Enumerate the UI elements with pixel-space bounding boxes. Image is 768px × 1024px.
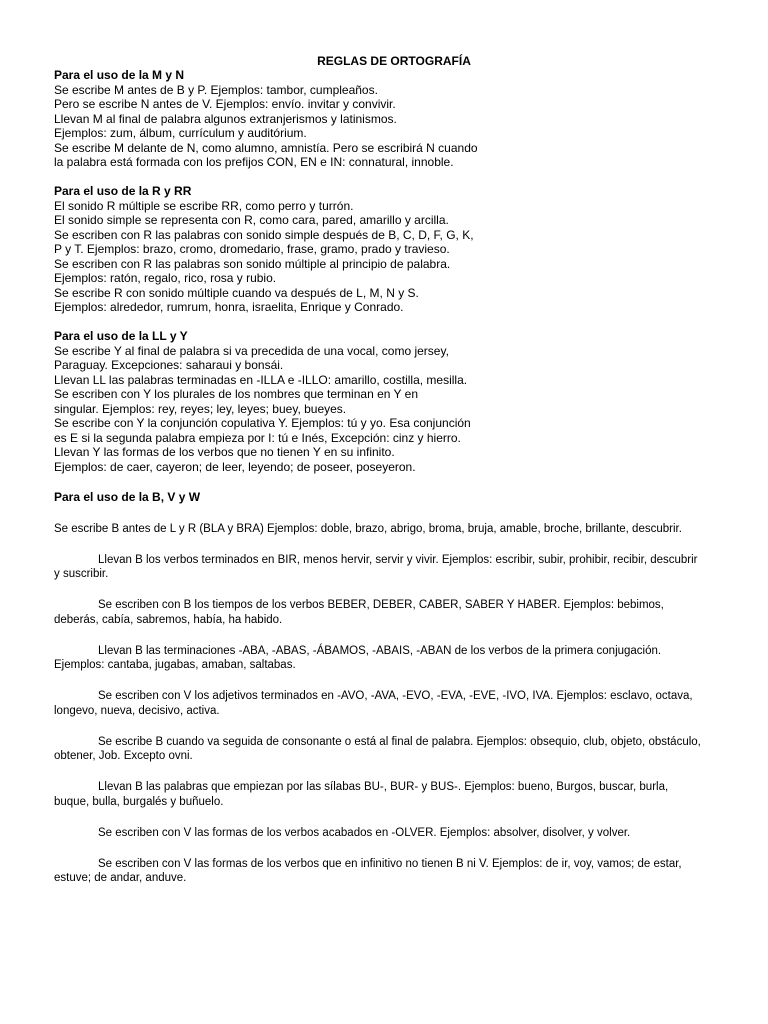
section-body-r-rr bbox=[54, 199, 708, 315]
text-line: P y T. Ejemplos: brazo, cromo, dromedario, frase, gramo, prado y travieso. bbox=[54, 242, 450, 256]
section-heading-m-n: Para el uso de la M y N bbox=[54, 68, 185, 82]
text-line: Se escriben con R las palabras con sonido simple después de B, C, D, F, G, K, bbox=[54, 227, 474, 242]
section-heading-r-rr: Para el uso de la R y RR bbox=[54, 184, 192, 198]
text-line: Se escriben con R las palabras son sonido múltiple al principio de palabra. bbox=[54, 256, 451, 271]
text-line: Ejemplos: ratón, regalo, rico, rosa y rubio. bbox=[54, 271, 277, 285]
section-heading-b-v-w: Para el uso de la B, V y W bbox=[54, 490, 201, 504]
text-line: es E si la segunda palabra empieza por I: tú e Inés, Excepción: cinz y hierro. bbox=[54, 430, 461, 445]
paragraph: Se escribe B antes de L y R (BLA y BRA) Ejemplos: doble, brazo, abrigo, broma, bruja, amable, broche, brillante, descubrir. bbox=[54, 522, 682, 535]
text-line: Pero se escribe N antes de V. Ejemplos: envío. invitar y convivir. bbox=[54, 97, 396, 111]
paragraph: Llevan B las terminaciones -ABA, -ABAS, -ÁBAMOS, -ABAIS, -ABAN de los verbos de la primera conjugación. Ejemplos: cantaba, jugabas, amaban, saltabas. bbox=[54, 644, 662, 671]
paragraph: Se escriben con B los tiempos de los verbos BEBER, DEBER, CABER, SABER Y HABER. Ejemplos: bebimos, deberás, cabía, sabremos, había, ha habido. bbox=[54, 599, 664, 626]
text-line: Se escribe R con sonido múltiple cuando va después de L, M, N y S. bbox=[54, 285, 419, 300]
page-title: REGLAS DE ORTOGRAFÍA bbox=[317, 54, 471, 68]
text-line: Llevan Y las formas de los verbos que no tienen Y en su infinito. bbox=[54, 445, 395, 459]
section-spacer bbox=[54, 170, 708, 185]
paragraph: Llevan B los verbos terminados en BIR, menos hervir, servir y vivir. Ejemplos: escribir, subir, prohibir, recibir, descubrir y suscribir. bbox=[54, 553, 698, 580]
text-line: El sonido R múltiple se escribe RR, como perro y turrón. bbox=[54, 198, 354, 213]
text-line: la palabra está formada con los prefijos CON, EN e IN: connatural, innoble. bbox=[54, 155, 454, 169]
section-heading-ll-y: Para el uso de la LL y Y bbox=[54, 329, 188, 343]
text-line: Ejemplos: de caer, cayeron; de leer, leyendo; de poseer, poseyeron. bbox=[54, 459, 416, 474]
paragraph: Se escriben con V los adjetivos terminados en -AVO, -AVA, -EVO, -EVA, -EVE, -IVO, IVA. Ejemplos: esclavo, octava, longevo, nueva, decisivo, activa. bbox=[54, 690, 693, 717]
text-line: Llevan M al final de palabra algunos extranjerismos y latinismos. bbox=[54, 111, 397, 126]
section-b-v-w bbox=[54, 490, 708, 886]
text-line: Llevan LL las palabras terminadas en -ILLA e -ILLO: amarillo, costilla, mesilla. bbox=[54, 372, 468, 387]
section-ll-y bbox=[54, 329, 708, 474]
section-spacer bbox=[54, 315, 708, 330]
text-line: Se escribe M delante de N, como alumno, amnistía. Pero se escribirá N cuando bbox=[54, 140, 478, 155]
section-r-rr bbox=[54, 184, 708, 315]
text-line: Se escribe M antes de B y P. Ejemplos: tambor, cumpleaños. bbox=[54, 82, 378, 97]
paragraph: Llevan B las palabras que empiezan por las sílabas BU-, BUR- y BUS-. Ejemplos: bueno, Burgos, buscar, burla, buque, bulla, burgalés y buñuelo. bbox=[54, 781, 669, 808]
section-m-n bbox=[54, 68, 708, 170]
text-line: Se escriben con Y los plurales de los nombres que terminan en Y en bbox=[54, 387, 419, 401]
paragraph: Se escriben con V las formas de los verbos acabados en -OLVER. Ejemplos: absolver, disolver, y volver. bbox=[98, 826, 631, 839]
text-line: Ejemplos: zum, álbum, currículum y auditórium. bbox=[54, 126, 307, 140]
text-line: Ejemplos: alrededor, rumrum, honra, israelita, Enrique y Conrado. bbox=[54, 300, 404, 314]
text-line: Se escribe con Y la conjunción copulativa Y. Ejemplos: tú y yo. Esa conjunción bbox=[54, 416, 471, 430]
section-body-ll-y bbox=[54, 344, 708, 475]
text-line: Se escribe Y al final de palabra si va precedida de una vocal, como jersey, bbox=[54, 343, 449, 358]
section-body-m-n bbox=[54, 83, 708, 170]
paragraph: Se escribe B cuando va seguida de consonante o está al final de palabra. Ejemplos: obsequio, club, objeto, obstáculo, obtener, Job. Excepto ovni. bbox=[54, 735, 701, 762]
paragraph: Se escriben con V las formas de los verbos que en infinitivo no tienen B ni V. Ejemplos: de ir, voy, vamos; de estar, estuve; de andar, anduve. bbox=[54, 857, 682, 884]
text-line: singular. Ejemplos: rey, reyes; ley, leyes; buey, bueyes. bbox=[54, 401, 347, 416]
text-line: Paraguay. Excepciones: saharaui y bonsái. bbox=[54, 358, 284, 372]
text-line: El sonido simple se representa con R, como cara, pared, amarillo y arcilla. bbox=[54, 213, 449, 227]
